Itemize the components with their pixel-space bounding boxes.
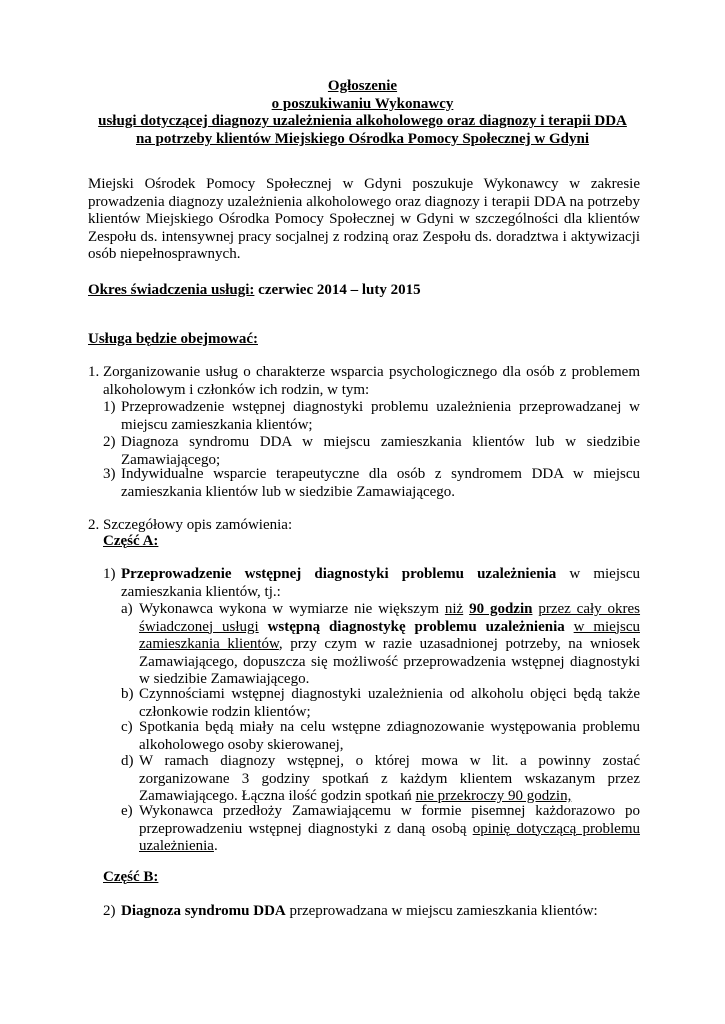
announcement-header <box>85 78 640 148</box>
part-a-heading: Część A: <box>103 533 159 549</box>
point-c-letter: c) <box>121 719 133 735</box>
point-d-u1: nie przekroczy 90 godzin, <box>415 788 572 804</box>
scope-heading: Usługa będzie obejmować: <box>88 331 258 347</box>
point-a-u2: przez cały okres świadczonej usługi <box>139 601 641 635</box>
sub3-text: Indywidualne wsparcie terapeutyczne dla osób z syndromem DDA w miejscu zamieszkania klientów lub w siedzibie Zamawiającego. <box>121 466 640 500</box>
point-a-t4 <box>259 619 268 635</box>
point-a-u1: niż <box>444 601 464 617</box>
point-a-letter: a) <box>121 601 133 617</box>
service-period <box>88 282 421 300</box>
sub1-text: Przeprowadzenie wstępnej diagnostyki problemu uzależnienia przeprowadzanej w miejscu zamieszkania klientów; <box>121 399 640 433</box>
sub3-number: 3) <box>103 466 116 482</box>
sub2-number: 2) <box>103 434 116 450</box>
item1-text: Zorganizowanie usług o charakterze wsparcia psychologicznego dla osób z problemem alkoholowym i członków ich rodzin, w tym: <box>103 364 640 398</box>
point-a-hours: 90 godzin <box>469 601 533 617</box>
point-d-letter: d) <box>121 753 134 769</box>
part-b-heading: Część B: <box>103 869 159 885</box>
point-e-t2: . <box>213 838 218 854</box>
point-a-t1: Wykonawca wykona w wymiarze nie większym <box>139 601 445 617</box>
point-a-t6: , przy czym w razie uzasadnionej potrzeby, na wniosek Zamawiającego, dopuszcza się możliwość przeprowadzenia wstępnej diagnostyki w siedzibie Zamawiającego. <box>139 636 640 687</box>
period-label: Okres świadczenia usługi: <box>88 282 255 298</box>
point-d-t1: W ramach diagnozy wstępnej, o której mowa w lit. a powinny zostać zorganizowane 3 godziny spotkań z każdym klientem wskazanym przez Zamawiającego. Łączna ilość godzin spotkań <box>139 753 640 804</box>
header-title: Ogłoszenie <box>327 78 398 94</box>
point-c-text: Spotkania będą miały na celu wstępne zdiagnozowanie występowania problemu alkoholowego osoby skierowanej, <box>139 719 640 753</box>
intro-paragraph: Miejski Ośrodek Pomocy Społecznej w Gdyni poszukuje Wykonawcy w zakresie prowadzenia diagnozy uzależnienia alkoholowego oraz diagnozy i terapii DDA na potrzeby klientów Miejskiego Ośrodka Pomocy Społecznej w Gdyni w szczególności dla klientów Zespołu ds. intensywnej pracy socjalnej z rodziną oraz Zespołu ds. doradztwa i aktywizacji osób niepełnosprawnych. <box>88 176 640 262</box>
partb-p2-text <box>121 903 640 921</box>
header-clients: na potrzeby klientów Miejskiego Ośrodka Pomocy Społecznej w Gdyni <box>135 130 590 147</box>
point-b-text: Czynnościami wstępnej diagnostyki uzależnienia od alkoholu objęci będą także członkowie rodzin klientów; <box>139 686 640 720</box>
point-a-u3: w miejscu zamieszkania klientów <box>139 618 640 652</box>
parta-p1-bold: Przeprowadzenie wstępnej diagnostyki problemu uzależnienia <box>121 566 557 582</box>
point-a-t5 <box>565 619 574 635</box>
point-e-letter: e) <box>121 803 133 819</box>
sub2-text: Diagnoza syndromu DDA w miejscu zamieszkania klientów lub w siedzibie Zamawiającego; <box>121 434 640 468</box>
parta-p1-rest: w miejscu zamieszkania klientów, tj.: <box>121 566 640 600</box>
point-e-t1: Wykonawca przedłoży Zamawiającemu w formie pisemnej każdorazowo po przeprowadzeniu wstępnej diagnostyki z daną osobą <box>139 803 640 837</box>
partb-p2-number: 2) <box>103 903 116 919</box>
item2-text: Szczegółowy opis zamówienia: <box>103 517 293 533</box>
item1-number: 1. <box>88 364 100 380</box>
sub1-number: 1) <box>103 399 116 415</box>
point-a-text <box>139 601 640 689</box>
point-e-text <box>139 803 640 856</box>
parta-p1-text <box>121 566 640 601</box>
item2-number: 2. <box>88 517 100 533</box>
partb-p2-bold: Diagnoza syndromu DDA <box>121 903 286 919</box>
point-b-letter: b) <box>121 686 134 702</box>
parta-p1-number: 1) <box>103 566 116 582</box>
point-d-text <box>139 753 640 806</box>
point-e-opinion: opinię dotyczącą problemu uzależnienia <box>139 820 640 854</box>
period-value: czerwiec 2014 – luty 2015 <box>254 282 421 298</box>
partb-p2-rest: przeprowadzana w miejscu zamieszkania klientów: <box>285 903 598 919</box>
header-subtitle: o poszukiwaniu Wykonawcy <box>271 95 454 112</box>
header-service: usługi dotyczącej diagnozy uzależnienia alkoholowego oraz diagnozy i terapii DDA <box>98 113 627 129</box>
point-a-bold: wstępną diagnostykę problemu uzależnienia <box>267 618 565 635</box>
